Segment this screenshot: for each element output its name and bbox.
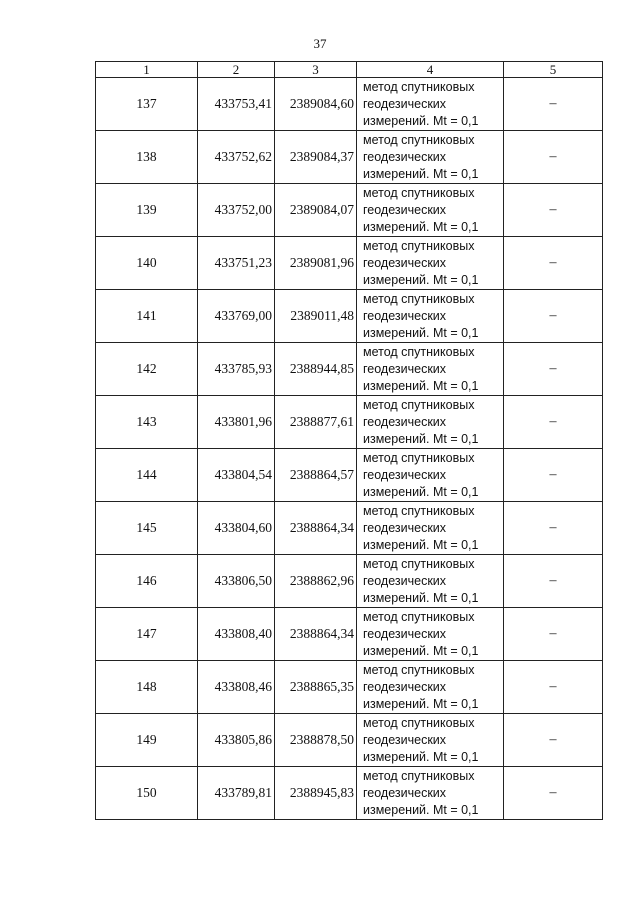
method-cell: метод спутниковых геодезических измерений. Mt = 0,1 xyxy=(357,767,504,820)
method-cell: метод спутниковых геодезических измерений. Mt = 0,1 xyxy=(357,608,504,661)
point-number-cell: 147 xyxy=(96,608,198,661)
method-cell: метод спутниковых геодезических измерений. Mt = 0,1 xyxy=(357,714,504,767)
x-coordinate-cell: 433808,40 xyxy=(198,608,275,661)
note-cell: – xyxy=(504,237,603,290)
point-number-cell: 140 xyxy=(96,237,198,290)
table-row xyxy=(96,343,603,396)
method-cell: метод спутниковых геодезических измерений. Mt = 0,1 xyxy=(357,661,504,714)
method-cell: метод спутниковых геодезических измерений. Mt = 0,1 xyxy=(357,555,504,608)
column-header: 5 xyxy=(504,62,603,78)
page-number: 37 xyxy=(313,36,327,51)
method-cell: метод спутниковых геодезических измерений. Mt = 0,1 xyxy=(357,449,504,502)
table-row xyxy=(96,502,603,555)
y-coordinate-cell: 2389081,96 xyxy=(275,237,357,290)
table-row xyxy=(96,714,603,767)
table-row xyxy=(96,608,603,661)
note-cell: – xyxy=(504,290,603,343)
x-coordinate-cell: 433789,81 xyxy=(198,767,275,820)
table-row xyxy=(96,767,603,820)
table-row xyxy=(96,78,603,131)
y-coordinate-cell: 2388878,50 xyxy=(275,714,357,767)
note-cell: – xyxy=(504,78,603,131)
y-coordinate-cell: 2388864,57 xyxy=(275,449,357,502)
method-cell: метод спутниковых геодезических измерений. Mt = 0,1 xyxy=(357,78,504,131)
note-cell: – xyxy=(504,714,603,767)
method-cell: метод спутниковых геодезических измерений. Mt = 0,1 xyxy=(357,343,504,396)
method-cell: метод спутниковых геодезических измерений. Mt = 0,1 xyxy=(357,502,504,555)
x-coordinate-cell: 433804,60 xyxy=(198,502,275,555)
note-cell: – xyxy=(504,502,603,555)
column-header: 4 xyxy=(357,62,504,78)
x-coordinate-cell: 433751,23 xyxy=(198,237,275,290)
column-header: 3 xyxy=(275,62,357,78)
x-coordinate-cell: 433752,62 xyxy=(198,131,275,184)
method-cell: метод спутниковых геодезических измерений. Mt = 0,1 xyxy=(357,290,504,343)
x-coordinate-cell: 433801,96 xyxy=(198,396,275,449)
point-number-cell: 142 xyxy=(96,343,198,396)
note-cell: – xyxy=(504,131,603,184)
y-coordinate-cell: 2388864,34 xyxy=(275,502,357,555)
point-number-cell: 146 xyxy=(96,555,198,608)
method-cell: метод спутниковых геодезических измерений. Mt = 0,1 xyxy=(357,131,504,184)
point-number-cell: 149 xyxy=(96,714,198,767)
x-coordinate-cell: 433785,93 xyxy=(198,343,275,396)
note-cell: – xyxy=(504,343,603,396)
point-number-cell: 139 xyxy=(96,184,198,237)
point-number-cell: 143 xyxy=(96,396,198,449)
table-row xyxy=(96,661,603,714)
table-row xyxy=(96,290,603,343)
point-number-cell: 150 xyxy=(96,767,198,820)
table-row xyxy=(96,237,603,290)
point-number-cell: 145 xyxy=(96,502,198,555)
table-row xyxy=(96,555,603,608)
note-cell: – xyxy=(504,661,603,714)
y-coordinate-cell: 2389084,37 xyxy=(275,131,357,184)
method-cell: метод спутниковых геодезических измерений. Mt = 0,1 xyxy=(357,396,504,449)
y-coordinate-cell: 2388877,61 xyxy=(275,396,357,449)
method-cell: метод спутниковых геодезических измерений. Mt = 0,1 xyxy=(357,184,504,237)
point-number-cell: 144 xyxy=(96,449,198,502)
table-row xyxy=(96,449,603,502)
note-cell: – xyxy=(504,608,603,661)
x-coordinate-cell: 433769,00 xyxy=(198,290,275,343)
y-coordinate-cell: 2389011,48 xyxy=(275,290,357,343)
y-coordinate-cell: 2388945,83 xyxy=(275,767,357,820)
x-coordinate-cell: 433806,50 xyxy=(198,555,275,608)
table-row xyxy=(96,131,603,184)
point-number-cell: 138 xyxy=(96,131,198,184)
y-coordinate-cell: 2388865,35 xyxy=(275,661,357,714)
note-cell: – xyxy=(504,767,603,820)
table-row xyxy=(96,184,603,237)
column-header: 2 xyxy=(198,62,275,78)
y-coordinate-cell: 2389084,07 xyxy=(275,184,357,237)
x-coordinate-cell: 433752,00 xyxy=(198,184,275,237)
x-coordinate-cell: 433805,86 xyxy=(198,714,275,767)
note-cell: – xyxy=(504,555,603,608)
y-coordinate-cell: 2389084,60 xyxy=(275,78,357,131)
table-body xyxy=(96,78,603,820)
point-number-cell: 137 xyxy=(96,78,198,131)
point-number-cell: 141 xyxy=(96,290,198,343)
y-coordinate-cell: 2388862,96 xyxy=(275,555,357,608)
column-header: 1 xyxy=(96,62,198,78)
x-coordinate-cell: 433804,54 xyxy=(198,449,275,502)
note-cell: – xyxy=(504,184,603,237)
note-cell: – xyxy=(504,396,603,449)
x-coordinate-cell: 433808,46 xyxy=(198,661,275,714)
point-number-cell: 148 xyxy=(96,661,198,714)
coordinates-table xyxy=(95,61,603,820)
x-coordinate-cell: 433753,41 xyxy=(198,78,275,131)
table-header-row xyxy=(96,62,603,78)
y-coordinate-cell: 2388944,85 xyxy=(275,343,357,396)
table-row xyxy=(96,396,603,449)
method-cell: метод спутниковых геодезических измерений. Mt = 0,1 xyxy=(357,237,504,290)
y-coordinate-cell: 2388864,34 xyxy=(275,608,357,661)
note-cell: – xyxy=(504,449,603,502)
